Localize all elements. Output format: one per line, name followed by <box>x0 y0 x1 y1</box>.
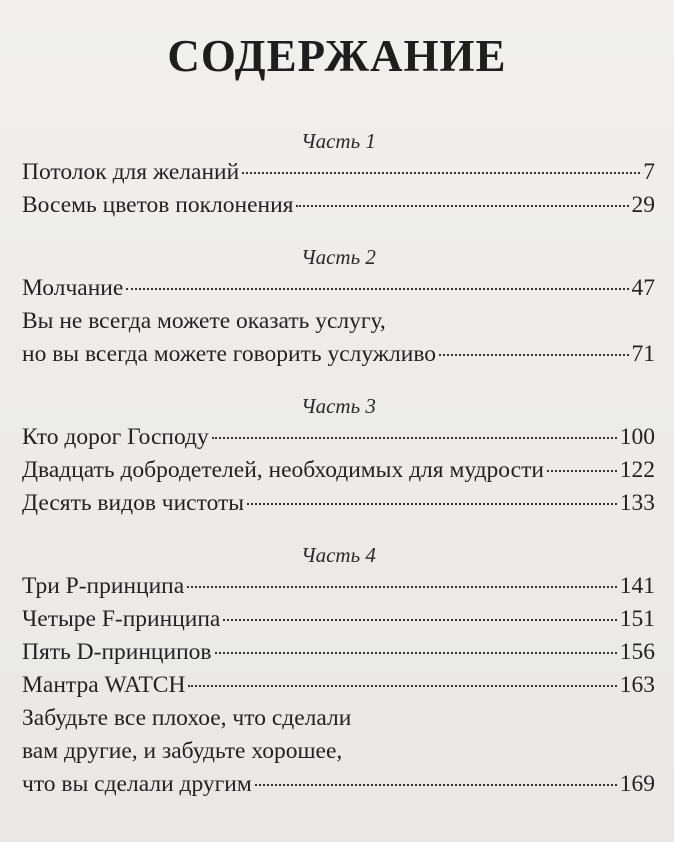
dot-leader <box>188 685 616 687</box>
dot-leader <box>215 652 617 654</box>
table-of-contents <box>22 126 655 801</box>
entry-title-line: Забудьте все плохое, что сделали <box>22 705 352 731</box>
toc-entry <box>22 189 655 222</box>
toc-entry <box>22 603 655 636</box>
toc-entry <box>22 272 655 305</box>
page-number: 7 <box>643 159 655 185</box>
entry-title: Молчание <box>22 275 124 301</box>
dot-leader <box>296 205 628 207</box>
page-number: 156 <box>619 639 655 665</box>
page-title: СОДЕРЖАНИЕ <box>167 31 507 81</box>
dot-leader <box>242 172 640 174</box>
toc-entry <box>22 421 655 454</box>
page-number: 133 <box>619 490 655 516</box>
dot-leader <box>547 470 617 472</box>
page-number: 169 <box>619 771 655 797</box>
page-number: 122 <box>619 457 655 483</box>
entry-title: Мантра WATCH <box>22 672 186 698</box>
page-number: 29 <box>631 192 655 218</box>
part-heading: Часть 3 <box>301 394 376 418</box>
entry-title: Три P-принципа <box>22 573 185 599</box>
toc-entry <box>22 487 655 520</box>
page-number: 163 <box>619 672 655 698</box>
page-number: 100 <box>619 424 655 450</box>
toc-entry <box>22 570 655 603</box>
part-heading: Часть 4 <box>301 543 376 567</box>
dot-leader <box>126 288 628 290</box>
dot-leader <box>439 354 628 356</box>
toc-entry <box>22 156 655 189</box>
page-number: 47 <box>631 275 655 301</box>
entry-title: но вы всегда можете говорить услужливо <box>22 341 437 367</box>
entry-title: Четыре F-принципа <box>22 606 221 632</box>
toc-entry <box>22 454 655 487</box>
part-heading: Часть 2 <box>301 245 376 269</box>
toc-entry <box>22 768 655 801</box>
entry-title: Кто дорог Господу <box>22 424 209 450</box>
page-number: 151 <box>619 606 655 632</box>
entry-title-line: вам другие, и забудьте хорошее, <box>22 738 343 764</box>
part-heading: Часть 1 <box>301 129 376 153</box>
page-number: 71 <box>631 341 655 367</box>
dot-leader <box>223 619 616 621</box>
entry-title-line: Вы не всегда можете оказать услугу, <box>22 308 386 334</box>
entry-title: Пять D-принципов <box>22 639 212 665</box>
entry-title: что вы сделали другим <box>22 771 252 797</box>
entry-title: Восемь цветов поклонения <box>22 192 294 218</box>
toc-entry <box>22 669 655 702</box>
page-number: 141 <box>619 573 655 599</box>
toc-entry <box>22 338 655 371</box>
entry-title: Двадцать добродетелей, необходимых для мудрости <box>22 457 544 483</box>
dot-leader <box>212 437 617 439</box>
entry-title: Десять видов чистоты <box>22 490 245 516</box>
toc-entry <box>22 636 655 669</box>
dot-leader <box>187 586 617 588</box>
dot-leader <box>247 503 617 505</box>
dot-leader <box>255 784 617 786</box>
entry-title: Потолок для желаний <box>22 159 240 185</box>
